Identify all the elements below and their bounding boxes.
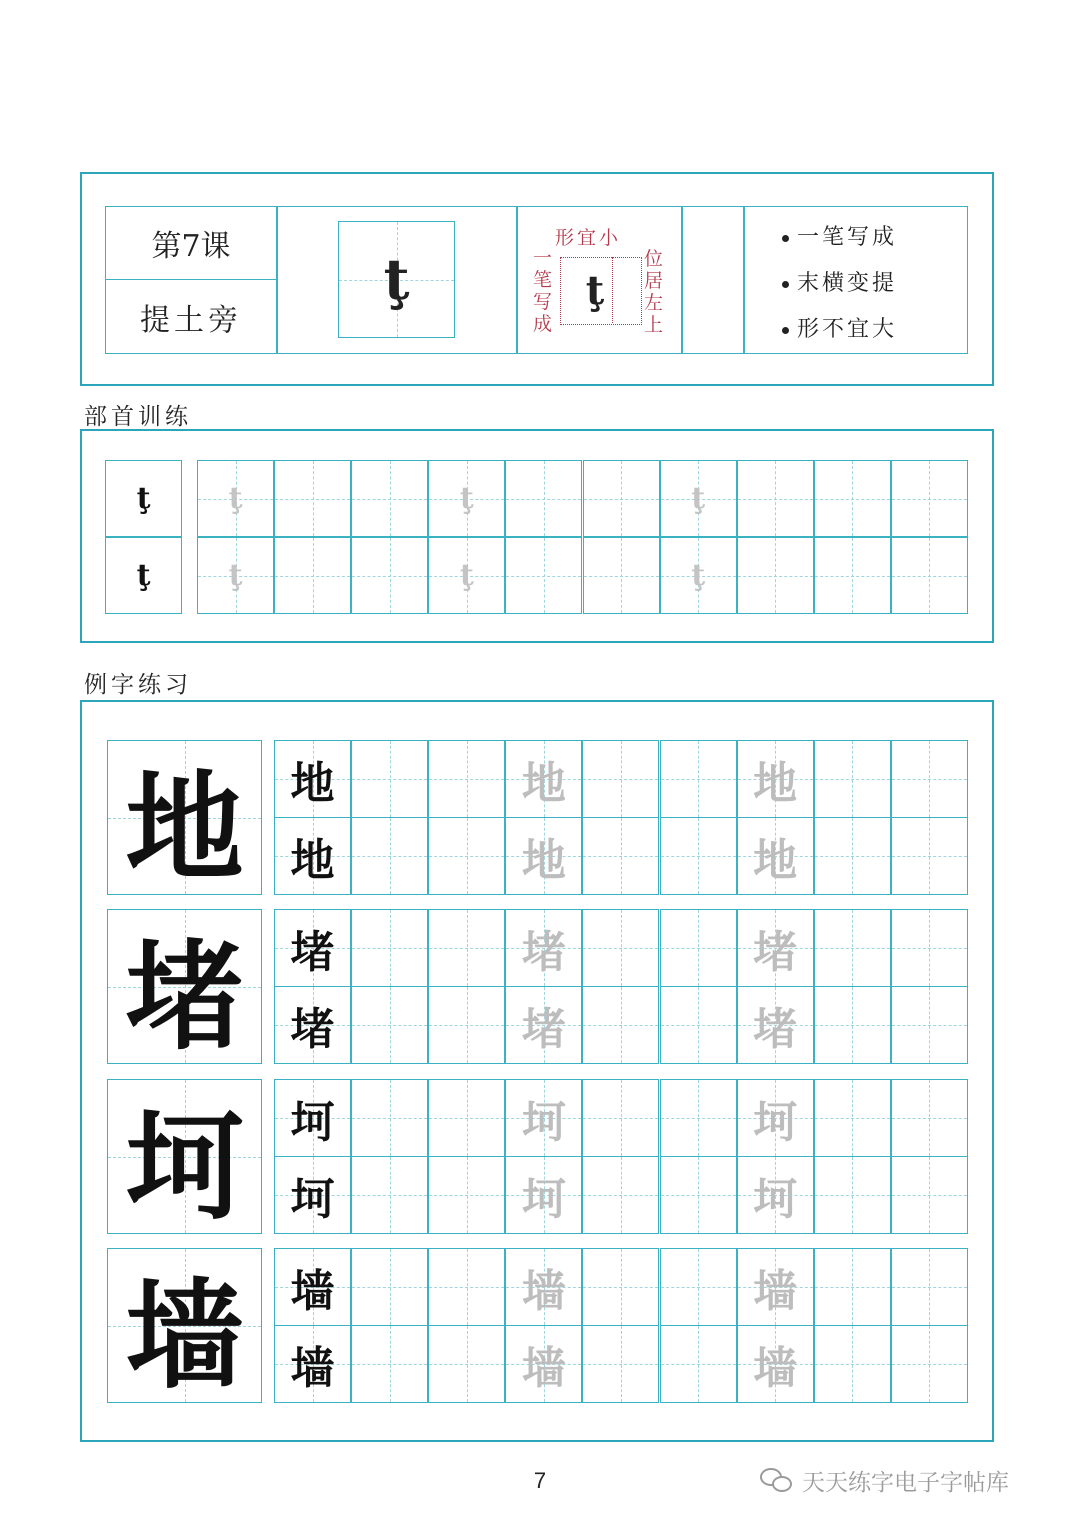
practice-cell[interactable] [660,1156,737,1234]
practice-cell[interactable] [660,740,737,818]
practice-cell[interactable] [737,1248,814,1326]
practice-cell[interactable] [274,537,351,614]
example-model-char: 墙 [125,1265,244,1405]
practice-cell[interactable] [274,740,351,818]
practice-cell[interactable] [814,986,891,1064]
tip-item: 末横变提 [782,266,897,297]
practice-cell[interactable] [814,740,891,818]
trace-char: ţ [459,558,474,593]
radical-model-char: ţ [136,481,151,516]
practice-cell[interactable] [505,817,582,895]
trace-char: ţ [228,558,243,593]
practice-cell[interactable] [737,1156,814,1234]
practice-cell[interactable] [505,1079,582,1157]
practice-cell[interactable] [814,1248,891,1326]
trace-char: 地 [521,835,566,886]
example-char: 地 [290,758,335,809]
trace-char: 地 [753,835,798,886]
practice-cell[interactable] [351,1248,428,1326]
practice-cell[interactable] [582,1248,659,1326]
practice-cell[interactable] [583,537,660,614]
practice-cell[interactable] [737,986,814,1064]
tip-item: 一笔写成 [782,220,897,251]
practice-cell[interactable] [660,537,737,614]
practice-cell[interactable] [505,1156,582,1234]
practice-cell[interactable] [197,537,274,614]
practice-cell[interactable] [582,1325,659,1403]
radical-name: 提土旁 [140,303,242,338]
example-model-char: 坷 [125,1096,244,1236]
structure-note-right: 位居左上 [644,248,664,336]
practice-cell[interactable] [351,537,428,614]
practice-cell[interactable] [274,986,351,1064]
trace-char: 坷 [753,1097,798,1148]
radical-model-cell [105,460,182,537]
practice-cell[interactable] [505,537,582,614]
practice-cell[interactable] [737,537,814,614]
practice-cell[interactable] [505,1325,582,1403]
practice-cell[interactable] [891,460,968,537]
practice-cell[interactable] [428,1079,505,1157]
trace-char: 墙 [753,1343,798,1394]
practice-cell[interactable] [891,740,968,818]
practice-cell[interactable] [814,1325,891,1403]
practice-cell[interactable] [814,1156,891,1234]
trace-char: ţ [691,481,706,516]
practice-cell[interactable] [737,460,814,537]
practice-cell[interactable] [274,460,351,537]
practice-cell[interactable] [814,909,891,987]
practice-cell[interactable] [582,1079,659,1157]
trace-char: 坷 [521,1097,566,1148]
practice-cell[interactable] [737,1325,814,1403]
practice-cell[interactable] [737,1079,814,1157]
practice-cell[interactable] [582,909,659,987]
practice-cell[interactable] [814,460,891,537]
practice-cell[interactable] [428,460,505,537]
trace-char: ţ [228,481,243,516]
practice-cell[interactable] [814,1079,891,1157]
practice-cell[interactable] [505,909,582,987]
practice-cell[interactable] [428,986,505,1064]
lesson-divider [105,279,277,280]
practice-cell[interactable] [351,740,428,818]
trace-char: 坷 [753,1174,798,1225]
example-char: 地 [290,835,335,886]
trace-char: 堵 [521,1004,566,1055]
practice-cell[interactable] [814,537,891,614]
practice-cell[interactable] [814,817,891,895]
practice-cell[interactable] [660,986,737,1064]
practice-cell[interactable] [891,817,968,895]
example-char: 坷 [290,1097,335,1148]
bullet-icon [782,281,789,288]
practice-cell[interactable] [274,1079,351,1157]
practice-cell[interactable] [582,986,659,1064]
structure-radical-char: ţ [585,266,605,314]
practice-cell[interactable] [505,1248,582,1326]
practice-cell[interactable] [891,1248,968,1326]
trace-char: 堵 [521,927,566,978]
practice-cell[interactable] [737,817,814,895]
watermark: 天天练字电子字帖库 [760,1462,1009,1498]
practice-cell[interactable] [737,740,814,818]
practice-cell[interactable] [660,460,737,537]
trace-char: 堵 [753,927,798,978]
practice-cell[interactable] [351,817,428,895]
practice-cell[interactable] [660,1325,737,1403]
example-char: 堵 [290,1004,335,1055]
practice-cell[interactable] [274,1156,351,1234]
practice-cell[interactable] [660,817,737,895]
practice-cell[interactable] [891,1156,968,1234]
practice-cell[interactable] [428,537,505,614]
bullet-icon [782,235,789,242]
practice-cell[interactable] [428,909,505,987]
example-model-char: 地 [125,757,244,897]
tip-item: 形不宜大 [782,312,897,343]
practice-cell[interactable] [274,909,351,987]
practice-cell[interactable] [351,909,428,987]
spacer-box [682,206,744,354]
example-model-char: 堵 [125,926,244,1066]
practice-cell[interactable] [891,537,968,614]
example-char: 坷 [290,1174,335,1225]
trace-char: ţ [691,558,706,593]
practice-cell[interactable] [582,817,659,895]
example-char: 墙 [290,1266,335,1317]
trace-char: 坷 [521,1174,566,1225]
trace-char: 堵 [753,1004,798,1055]
practice-cell[interactable] [583,460,660,537]
trace-char: 墙 [521,1266,566,1317]
practice-cell[interactable] [197,460,274,537]
bullet-icon [782,327,789,334]
radical-model-char: ţ [383,246,410,313]
practice-cell[interactable] [428,1248,505,1326]
practice-cell[interactable] [737,909,814,987]
structure-note-top: 形宜小 [555,227,622,249]
trace-char: 地 [753,758,798,809]
practice-cell[interactable] [891,909,968,987]
example-char: 堵 [290,927,335,978]
practice-cell[interactable] [660,1248,737,1326]
section-title-radical-training: 部首训练 [84,404,192,430]
practice-cell[interactable] [351,1325,428,1403]
practice-cell[interactable] [505,986,582,1064]
example-model-cell [107,1248,262,1403]
practice-cell[interactable] [428,1156,505,1234]
practice-cell[interactable] [582,740,659,818]
example-char: 墙 [290,1343,335,1394]
practice-cell[interactable] [891,1079,968,1157]
trace-char: 地 [521,758,566,809]
trace-char: 墙 [753,1266,798,1317]
practice-cell[interactable] [274,817,351,895]
radical-model-cell [105,537,182,614]
structure-note-left: 一笔写成 [533,247,553,335]
practice-cell[interactable] [351,1156,428,1234]
practice-cell[interactable] [351,986,428,1064]
practice-cell[interactable] [505,740,582,818]
practice-cell[interactable] [582,1156,659,1234]
practice-cell[interactable] [891,986,968,1064]
practice-cell[interactable] [351,1079,428,1157]
practice-cell[interactable] [428,740,505,818]
practice-cell[interactable] [274,1325,351,1403]
page-number: 7 [533,1468,547,1493]
practice-cell[interactable] [274,1248,351,1326]
wechat-icon [760,1466,794,1494]
example-model-cell [107,909,262,1064]
practice-cell[interactable] [660,909,737,987]
practice-cell[interactable] [351,460,428,537]
trace-char: 墙 [521,1343,566,1394]
lesson-number: 第7课 [151,229,231,264]
practice-cell[interactable] [891,1325,968,1403]
practice-cell[interactable] [660,1079,737,1157]
example-model-cell [107,1079,262,1234]
trace-char: ţ [459,481,474,516]
example-model-cell [107,740,262,895]
practice-cell[interactable] [505,460,582,537]
practice-cell[interactable] [428,817,505,895]
radical-model-char: ţ [136,558,151,593]
section-title-example-practice: 例字练习 [84,672,192,698]
practice-cell[interactable] [428,1325,505,1403]
